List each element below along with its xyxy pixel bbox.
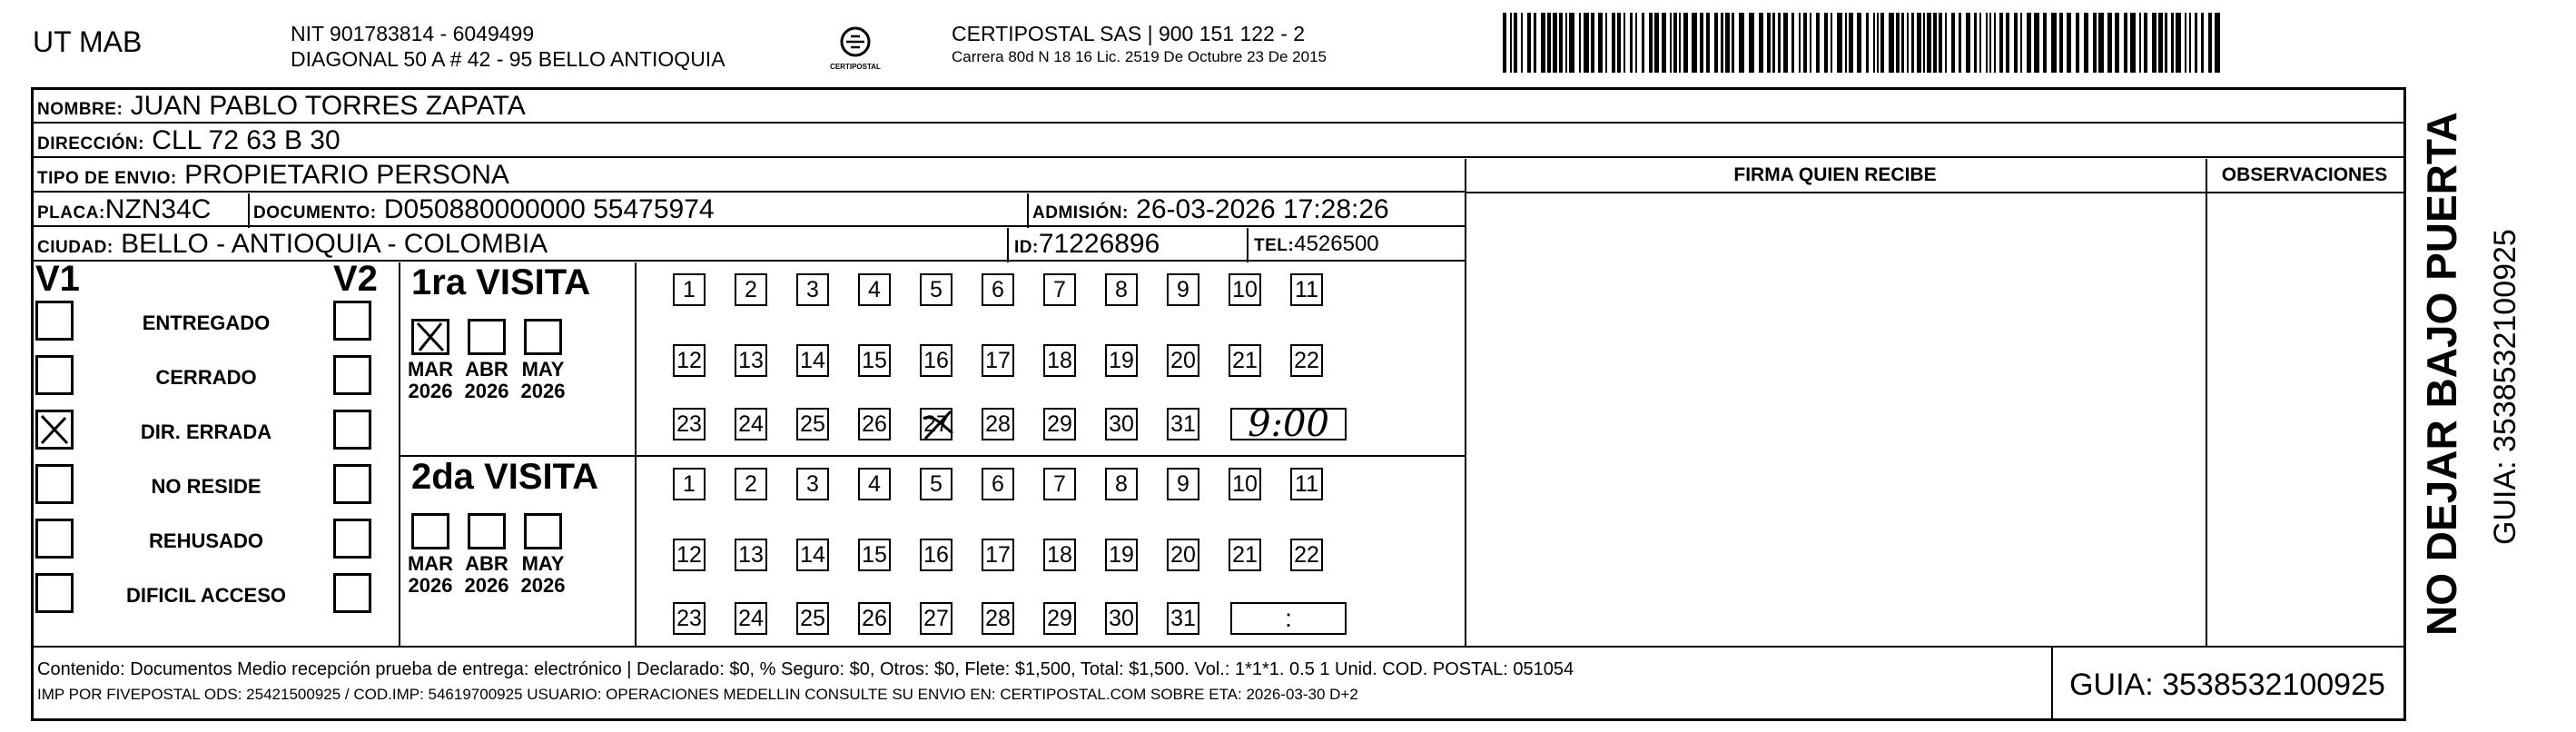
day-box[interactable]: 3 (796, 273, 829, 306)
day-box[interactable]: 8 (1105, 468, 1138, 500)
month-label: MAR 2026 (407, 552, 454, 597)
day-box[interactable]: 29 (1043, 408, 1076, 440)
day-box[interactable]: 4 (858, 468, 891, 500)
day-box[interactable]: 18 (1043, 344, 1076, 377)
v2-checkbox[interactable] (333, 464, 371, 504)
status-option-label: DIFICIL ACCESO (125, 584, 286, 607)
v2-checkbox[interactable] (333, 519, 371, 559)
nit: NIT 901783814 - 6049499 (291, 22, 535, 45)
day-box[interactable]: 7 (1043, 468, 1076, 500)
address-row (34, 124, 2403, 158)
day-box[interactable]: 28 (982, 408, 1014, 440)
day-box[interactable]: 25 (796, 602, 829, 635)
month-label: ABR 2026 (464, 552, 509, 597)
month-checkbox[interactable] (524, 319, 562, 355)
admission-value: 26-03-2026 17:28:26 (1136, 194, 1389, 224)
footer-guia: GUIA: 3538532100925 (2069, 668, 2385, 702)
day-box[interactable]: 30 (1105, 408, 1138, 440)
v2-checkbox[interactable] (333, 355, 371, 395)
delivery-form (31, 87, 2406, 721)
first-visit-panel (635, 262, 1465, 455)
footer-print-info: IMP POR FIVEPOSTAL ODS: 25421500925 / COD.IMP: 54619700925 USUARIO: OPERACIONES MEDELLIN CONSULTE SU ENVIO EN: CERTIPOSTAL.COM SOBRE ETA: 2026-03-30 D+2 (37, 686, 1358, 703)
v1-checkbox[interactable] (35, 573, 74, 613)
day-box[interactable]: 28 (982, 602, 1014, 635)
certipostal-logo-icon (826, 24, 884, 73)
day-box[interactable]: 7 (1043, 273, 1076, 306)
day-box[interactable]: 21 (1229, 344, 1261, 377)
second-visit-panel (635, 457, 1465, 646)
day-box[interactable]: 31 (1167, 602, 1199, 635)
day-box[interactable]: 14 (796, 344, 829, 377)
day-box[interactable]: 2 (735, 468, 767, 500)
recipient-name: JUAN PABLO TORRES ZAPATA (130, 91, 526, 121)
day-box[interactable]: 8 (1105, 273, 1138, 306)
day-box[interactable]: 18 (1043, 539, 1076, 571)
document-value: D050880000000 55475974 (383, 194, 715, 224)
day-box[interactable]: 3 (796, 468, 829, 500)
day-box[interactable]: 16 (920, 344, 952, 377)
day-box[interactable]: 1 (673, 468, 706, 500)
status-option-label: NO RESIDE (151, 475, 262, 498)
day-box[interactable]: 24 (735, 602, 767, 635)
day-box[interactable]: 19 (1105, 344, 1138, 377)
carrier-name: CERTIPOSTAL SAS | 900 151 122 - 2 (952, 22, 1306, 45)
day-box[interactable]: 21 (1229, 539, 1261, 571)
address-label: DIRECCIÓN: (37, 134, 144, 153)
day-box[interactable]: 23 (673, 408, 706, 440)
v1-label: V1 (35, 259, 80, 299)
first-visit-label: 1ra VISITA (411, 262, 591, 302)
day-box[interactable]: 20 (1167, 539, 1199, 571)
v2-checkbox[interactable] (333, 573, 371, 613)
no-dejar-notice: NO DEJAR BAJO PUERTA (2418, 112, 2465, 636)
status-option-label: CERRADO (155, 366, 257, 389)
v2-label: V2 (333, 259, 378, 299)
day-box[interactable]: 22 (1290, 539, 1323, 571)
day-box[interactable]: 27 (920, 602, 952, 635)
time-box[interactable]: 9:00 (1230, 408, 1347, 440)
day-box[interactable]: 5 (920, 468, 952, 500)
day-box[interactable]: 13 (735, 344, 767, 377)
day-box[interactable]: 31 (1167, 408, 1199, 440)
barcode (1503, 13, 2222, 73)
day-box[interactable]: 17 (982, 539, 1014, 571)
shipment-type: PROPIETARIO PERSONA (184, 160, 509, 190)
day-box[interactable]: 22 (1290, 344, 1323, 377)
day-box[interactable]: 24 (735, 408, 767, 440)
day-box[interactable]: 11 (1290, 468, 1323, 500)
month-checkbox[interactable] (468, 319, 506, 355)
day-box[interactable]: 5 (920, 273, 952, 306)
day-box[interactable]: 4 (858, 273, 891, 306)
month-label: MAY 2026 (520, 552, 566, 597)
city-label: CIUDAD: (37, 238, 114, 257)
v1-checkbox[interactable] (35, 301, 74, 341)
day-box[interactable]: 16 (920, 539, 952, 571)
day-box[interactable]: 13 (735, 539, 767, 571)
footer-content: Contenido: Documentos Medio recepción prueba de entrega: electrónico | Declarado: $0, % Seguro: $0, Otros: $0, Flete: $1,500, Total: $1,500. Vol.: 1*1*1. 0.5 1 Unid. COD. POSTAL: 051054 (37, 659, 1574, 679)
day-box[interactable]: 1 (673, 273, 706, 306)
day-box[interactable]: 9 (1167, 273, 1199, 306)
v2-checkbox[interactable] (333, 410, 371, 450)
tel-label: TEL: (1254, 236, 1295, 255)
day-box[interactable]: 20 (1167, 344, 1199, 377)
type-label: TIPO DE ENVIO: (37, 169, 177, 188)
day-box[interactable]: 12 (673, 539, 706, 571)
name-label: NOMBRE: (37, 100, 123, 119)
recipient-address: CLL 72 63 B 30 (152, 125, 341, 155)
day-box[interactable]: 6 (982, 468, 1014, 500)
status-option-label: REHUSADO (149, 529, 263, 552)
id-value: 71226896 (1038, 229, 1160, 259)
name-row (34, 90, 2403, 124)
company-name: UT MAB (33, 25, 143, 58)
time-box[interactable]: : (1230, 602, 1347, 635)
plate-value: NZN34C (104, 194, 212, 224)
day-box[interactable]: 9 (1167, 468, 1199, 500)
day-box[interactable]: 17 (982, 344, 1014, 377)
header (0, 0, 2576, 73)
day-box[interactable]: 14 (796, 539, 829, 571)
month-checkbox[interactable] (411, 513, 449, 549)
v1-checkbox[interactable] (35, 410, 74, 450)
v1-checkbox[interactable] (35, 355, 74, 395)
logo-text: CERTIPOSTAL (830, 63, 881, 71)
status-panel (34, 259, 399, 646)
city-row (34, 228, 1465, 262)
day-box[interactable]: 15 (858, 539, 891, 571)
day-box[interactable]: 19 (1105, 539, 1138, 571)
city-value: BELLO - ANTIOQUIA - COLOMBIA (121, 229, 548, 259)
month-checkbox[interactable] (411, 319, 449, 355)
day-box[interactable]: 25 (796, 408, 829, 440)
month-label: MAR 2026 (407, 358, 454, 402)
day-box[interactable]: 6 (982, 273, 1014, 306)
type-row (34, 159, 1465, 193)
document-label: DOCUMENTO: (253, 203, 377, 223)
v2-checkbox[interactable] (333, 301, 371, 341)
admission-label: ADMISIÓN: (1032, 203, 1129, 223)
firma-label: FIRMA QUIEN RECIBE (1733, 164, 1937, 185)
day-box[interactable]: 26 (858, 408, 891, 440)
id-label: ID: (1014, 238, 1039, 257)
day-box[interactable]: 29 (1043, 602, 1076, 635)
day-box[interactable]: 12 (673, 344, 706, 377)
day-box[interactable]: 10 (1229, 468, 1261, 500)
day-box[interactable]: 15 (858, 344, 891, 377)
second-visit-label: 2da VISITA (411, 457, 598, 497)
plate-label: PLACA: (37, 203, 105, 223)
day-box[interactable]: 10 (1229, 273, 1261, 306)
day-box[interactable]: 11 (1290, 273, 1323, 306)
observaciones-label: OBSERVACIONES (2221, 164, 2388, 185)
status-option-label: DIR. ERRADA (140, 420, 272, 443)
tel-value: 4526500 (1294, 232, 1379, 256)
v1-checkbox[interactable] (35, 464, 74, 504)
side-guia: GUIA: 3538532100925 (2488, 229, 2522, 545)
carrier-address: Carrera 80d N 18 16 Lic. 2519 De Octubre 23 De 2015 (952, 48, 1327, 65)
month-label: ABR 2026 (464, 358, 509, 402)
month-checkbox[interactable] (524, 513, 562, 549)
second-visit-months (399, 457, 635, 646)
v1-checkbox[interactable] (35, 519, 74, 559)
day-box[interactable]: 27 (920, 408, 952, 440)
day-box[interactable]: 23 (673, 602, 706, 635)
day-box[interactable]: 30 (1105, 602, 1138, 635)
first-visit-months (399, 262, 635, 455)
day-box[interactable]: 2 (735, 273, 767, 306)
day-box[interactable]: 26 (858, 602, 891, 635)
status-option-label: ENTREGADO (142, 312, 271, 334)
month-label: MAY 2026 (520, 358, 566, 402)
company-address: DIAGONAL 50 A # 42 - 95 BELLO ANTIOQUIA (291, 47, 725, 71)
month-checkbox[interactable] (468, 513, 506, 549)
